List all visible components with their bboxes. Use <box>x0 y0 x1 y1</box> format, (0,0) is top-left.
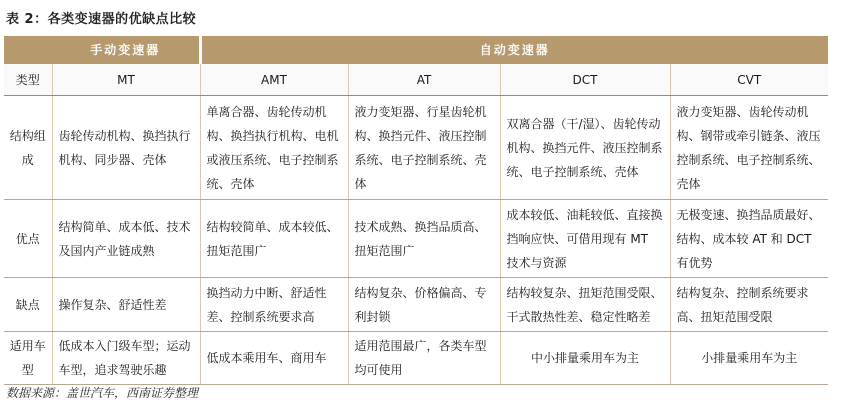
applicable-mt: 低成本入门级车型；运动车型，追求驾驶乐趣 <box>52 332 200 385</box>
structure-mt: 齿轮传动机构、换挡执行机构、同步器、壳体 <box>52 96 200 200</box>
applicable-amt: 低成本乘用车、商用车 <box>200 332 348 385</box>
applicable-dct: 中小排量乘用车为主 <box>500 332 670 385</box>
applicable-row <box>4 332 828 385</box>
advantages-label: 优点 <box>4 200 52 278</box>
type-dct: DCT <box>500 64 670 96</box>
applicable-cvt: 小排量乘用车为主 <box>670 332 828 385</box>
header-auto: 自动变速器 <box>200 36 828 64</box>
advantages-amt: 结构较简单、成本较低、扭矩范围广 <box>200 200 348 278</box>
structure-at: 液力变矩器、行星齿轮机构、换挡元件、液压控制系统、电子控制系统、壳体 <box>348 96 500 200</box>
disadvantages-dct: 结构较复杂、扭矩范围受限、干式散热性差、稳定性略差 <box>500 278 670 332</box>
applicable-at: 适用范围最广，各类车型均可使用 <box>348 332 500 385</box>
disadvantages-label: 缺点 <box>4 278 52 332</box>
disadvantages-row <box>4 278 828 332</box>
advantages-cvt: 无极变速、换挡品质最好、结构、成本较 AT 和 DCT 有优势 <box>670 200 828 278</box>
advantages-row <box>4 200 828 278</box>
disadvantages-amt: 换挡动力中断、舒适性差、控制系统要求高 <box>200 278 348 332</box>
table-title: 表 2：各类变速器的优缺点比较 <box>6 12 197 27</box>
comparison-table <box>4 36 828 385</box>
source-note: 数据来源：盖世汽车，西南证券整理 <box>6 386 199 400</box>
advantages-dct: 成本较低、油耗较低、直接换挡响应快、可借用现有 MT 技术与资源 <box>500 200 670 278</box>
type-cvt: CVT <box>670 64 828 96</box>
header-manual: 手动变速器 <box>52 36 200 64</box>
disadvantages-mt: 操作复杂、舒适性差 <box>52 278 200 332</box>
disadvantages-at: 结构复杂、价格偏高、专利封锁 <box>348 278 500 332</box>
structure-amt: 单离合器、齿轮传动机构、换挡执行机构、电机或液压系统、电子控制系统、壳体 <box>200 96 348 200</box>
disadvantages-cvt: 结构复杂、控制系统要求高、扭矩范围受限 <box>670 278 828 332</box>
type-mt: MT <box>52 64 200 96</box>
structure-label: 结构组成 <box>4 96 52 200</box>
types-label: 类型 <box>4 64 52 96</box>
structure-dct: 双离合器（干/湿）、齿轮传动机构、换挡元件、液压控制系统、电子控制系统、壳体 <box>500 96 670 200</box>
applicable-label: 适用车型 <box>4 332 52 385</box>
header-row <box>4 36 828 64</box>
advantages-mt: 结构简单、成本低、技术及国内产业链成熟 <box>52 200 200 278</box>
type-at: AT <box>348 64 500 96</box>
structure-row <box>4 96 828 200</box>
type-amt: AMT <box>200 64 348 96</box>
advantages-at: 技术成熟、换挡品质高、扭矩范围广 <box>348 200 500 278</box>
types-row <box>4 64 828 96</box>
structure-cvt: 液力变矩器、齿轮传动机构、钢带或牵引链条、液压控制系统、电子控制系统、壳体 <box>670 96 828 200</box>
